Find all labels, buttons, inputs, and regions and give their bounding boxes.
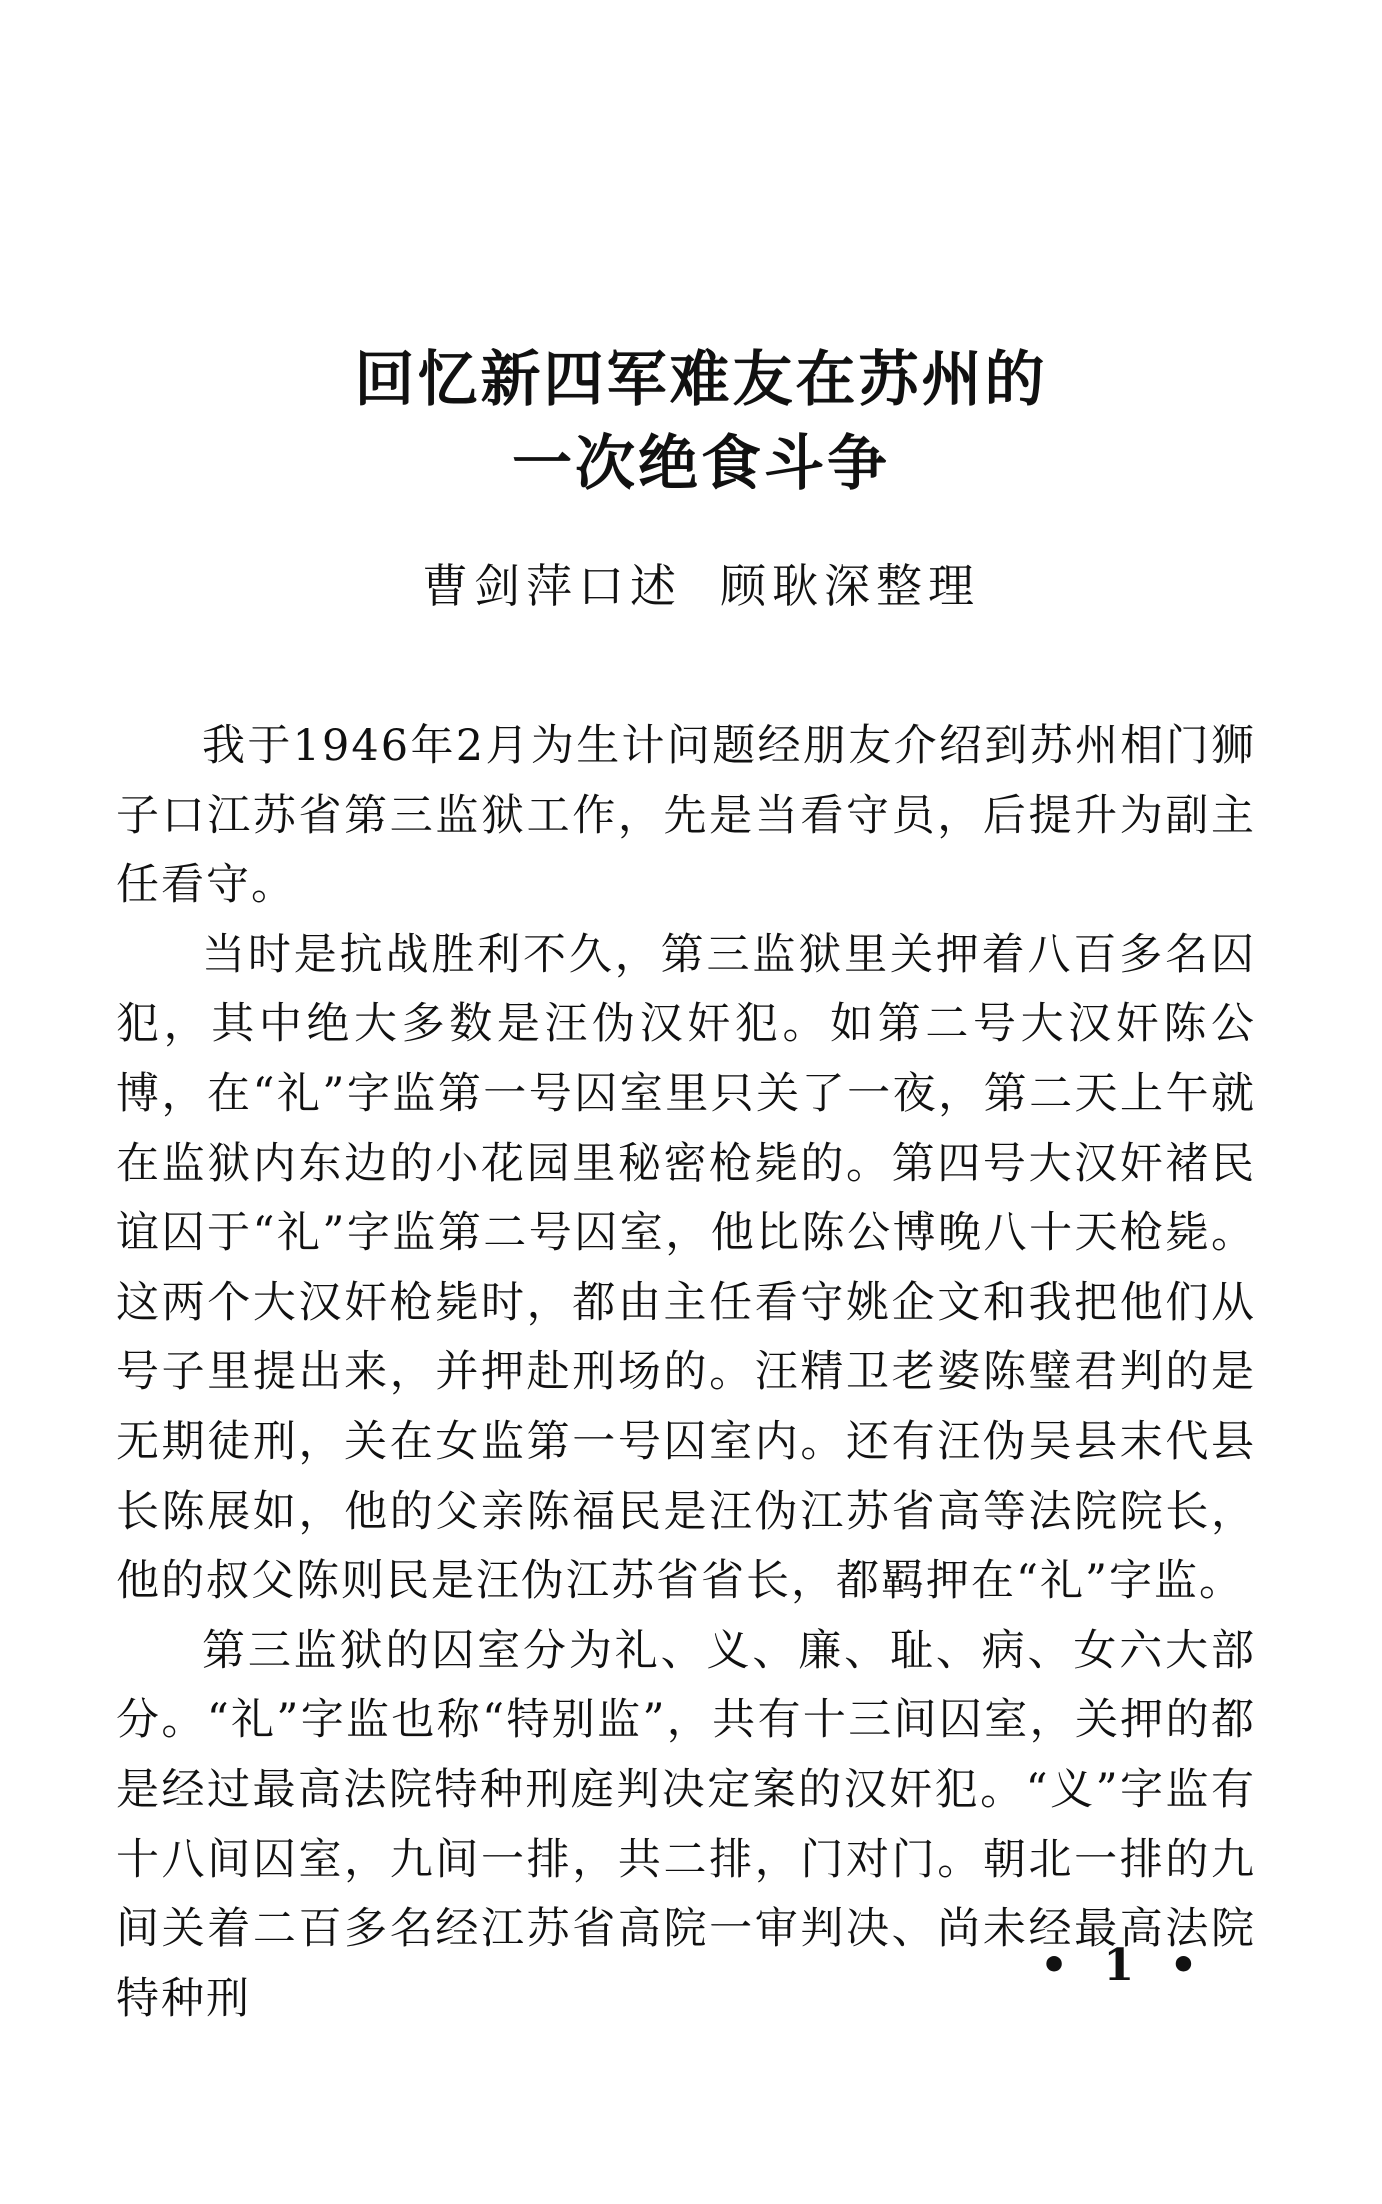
title-line-2: 一次绝食斗争 [512, 429, 890, 499]
paragraph-2: 当时是抗战胜利不久，第三监狱里关押着八百多名囚犯，其中绝大多数是汪伪汉奸犯。如第二号大汉奸陈公博，在“礼”字监第一号囚室里只关了一夜，第二天上午就在监狱内东边的小花园里秘密枪毙的。第四号大汉奸褚民谊囚于“礼”字监第二号囚室，他比陈公博晚八十天枪毙。这两个大汉奸枪毙时，都由主任看守姚企文和我把他们从号子里提出来，并押赴刑场的。汪精卫老婆陈璧君判的是无期徒刑，关在女监第一号囚室内。还有汪伪吴县末代县长陈展如，他的父亲陈福民是汪伪江苏省高等法院院长，他的叔父陈则民是汪伪江苏省省长，都羁押在“礼”字监。 [116, 929, 1256, 1607]
article-title [0, 338, 1382, 506]
article-body [116, 712, 1256, 2034]
paragraph-3: 第三监狱的囚室分为礼、义、廉、耻、病、女六大部分。“礼”字监也称“特别监”，共有十三间囚室，关押的都是经过最高法院特种刑庭判决定案的汉奸犯。“义”字监有十八间囚室，九间一排，共二排，门对门。朝北一排的九间关着二百多名经江苏省高院一审判决、尚未经最高法院特种刑 [116, 1625, 1256, 2024]
page-number: • 1 • [1040, 1940, 1208, 1991]
byline-narrator: 曹剑萍口述 [422, 559, 682, 613]
paragraph-1: 我于1946年2月为生计问题经朋友介绍到苏州相门狮子口江苏省第三监狱工作，先是当看守员，后提升为副主任看守。 [116, 721, 1256, 911]
byline [0, 550, 1382, 616]
title-line-1: 回忆新四军难友在苏州的 [354, 345, 1048, 415]
byline-editor: 顾耿深整理 [720, 559, 980, 613]
